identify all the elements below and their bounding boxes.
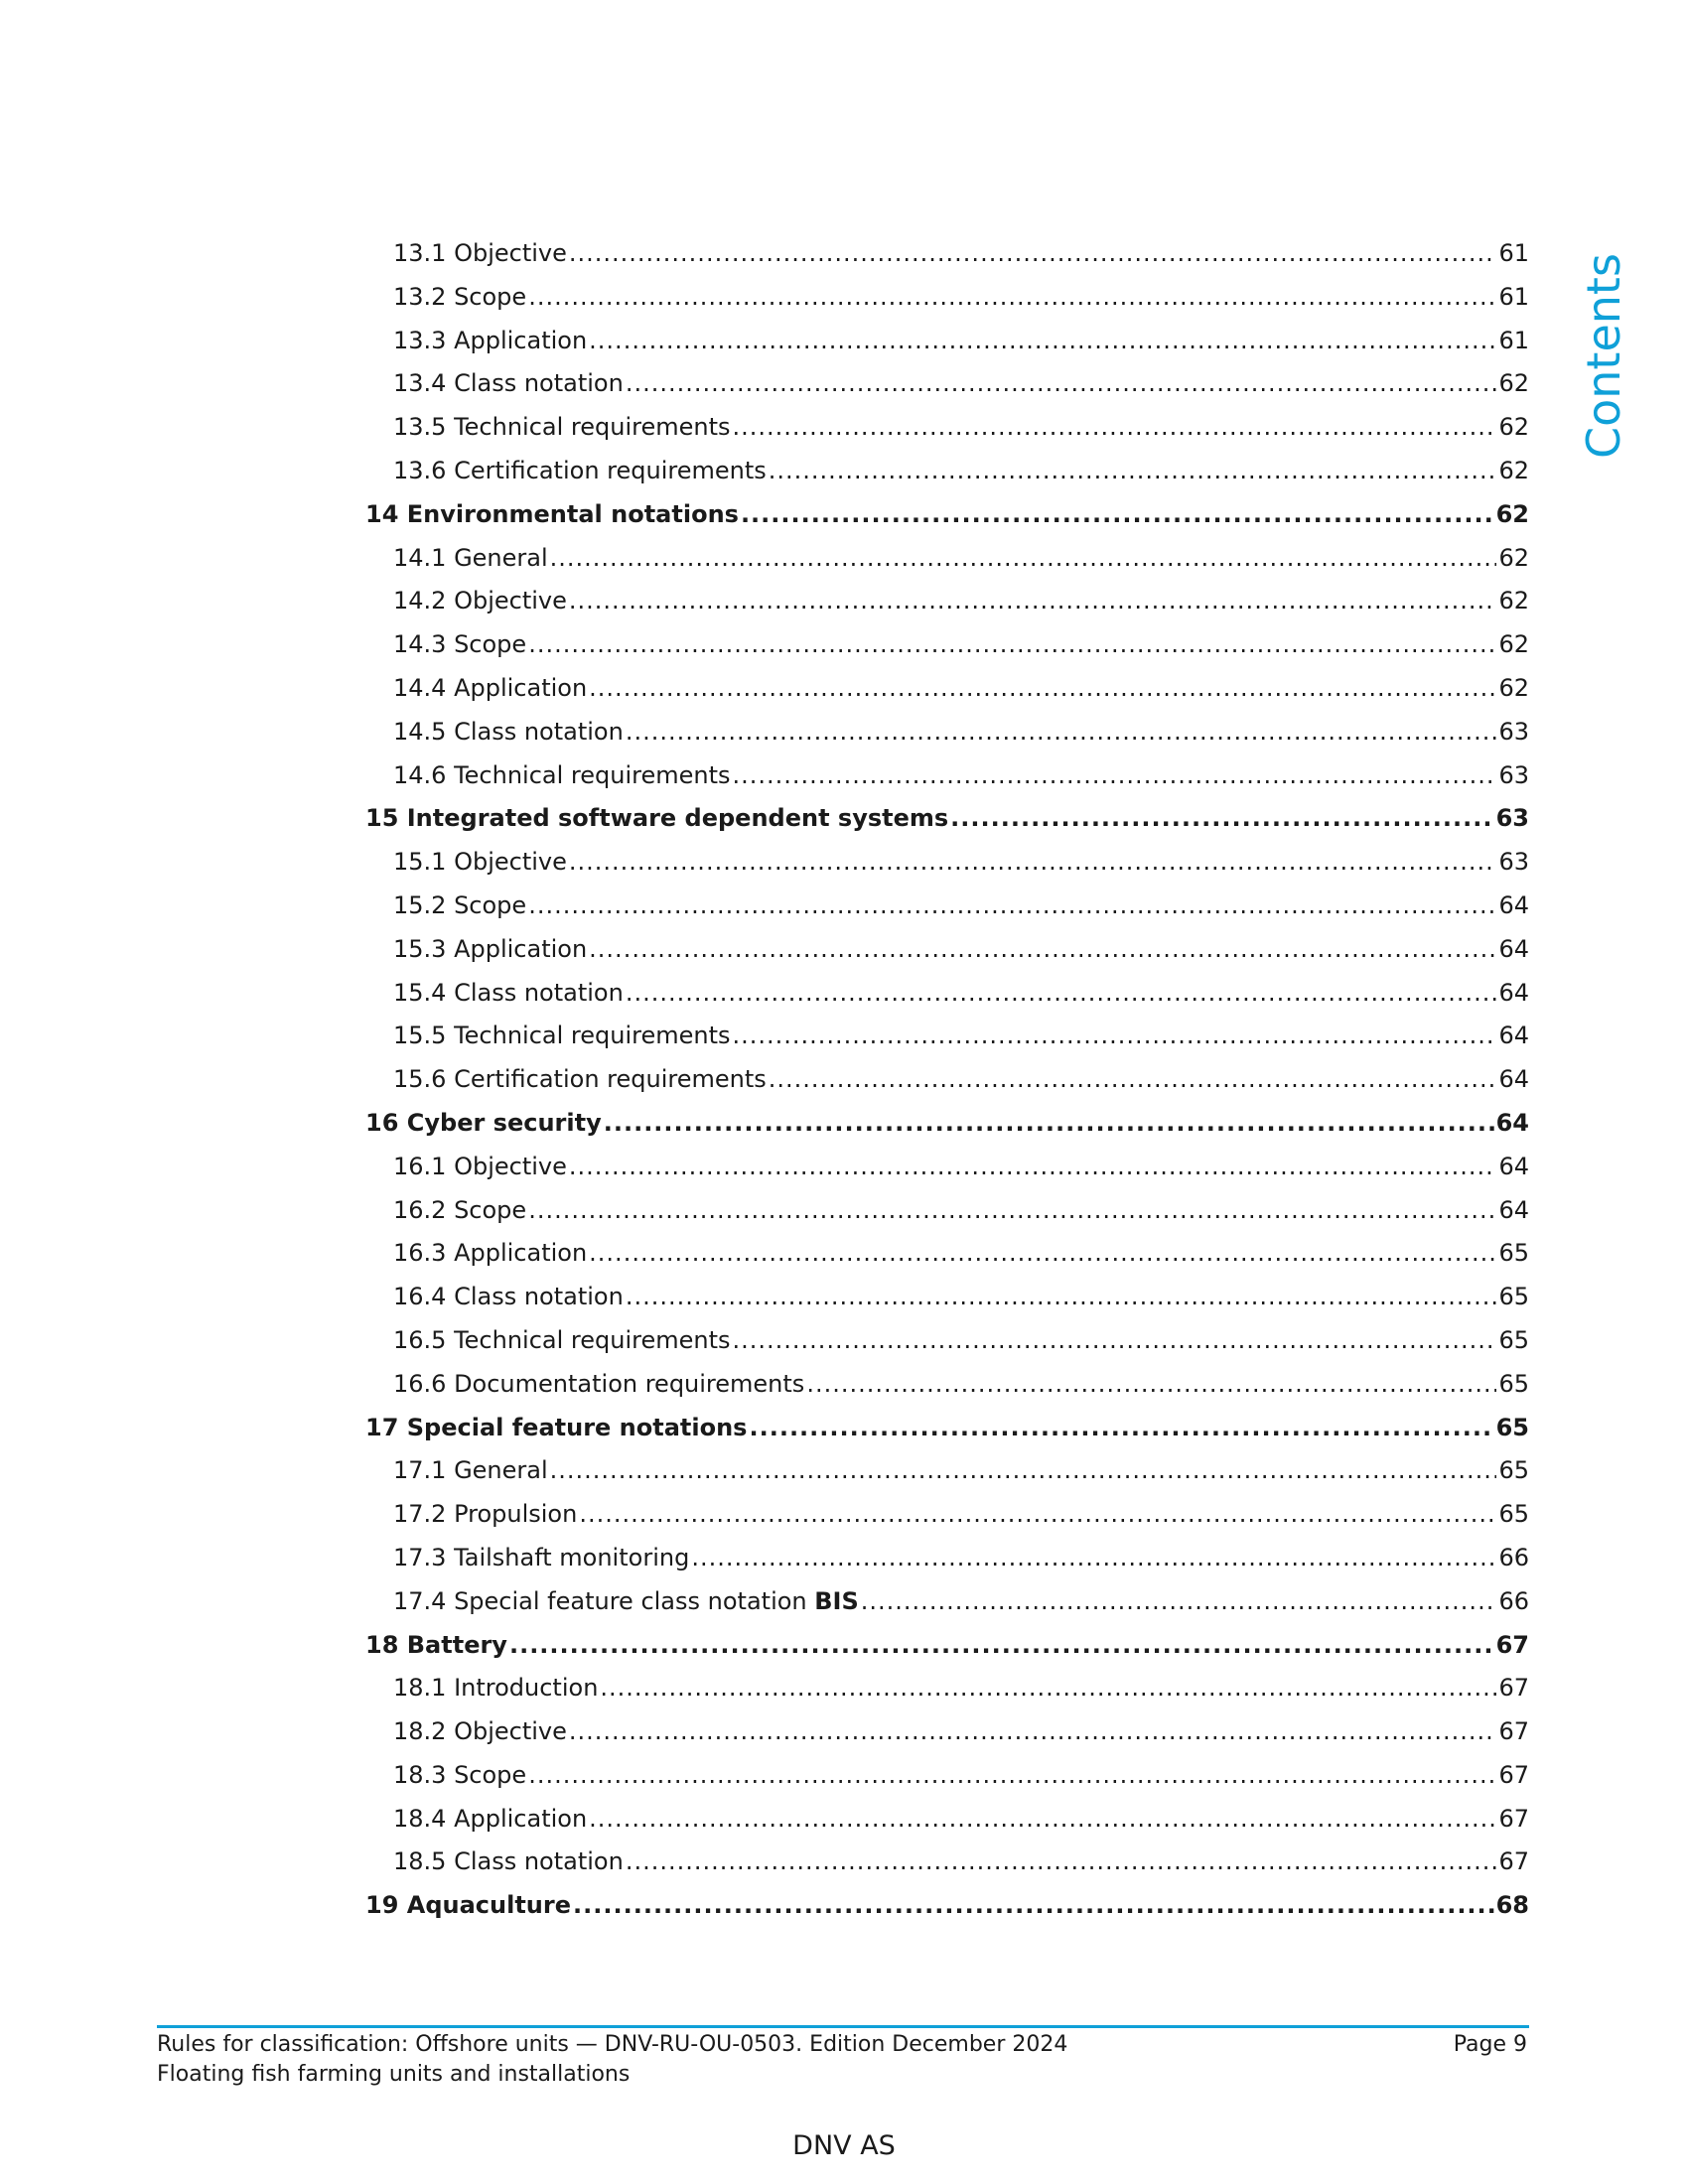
toc-page-number: 65 bbox=[1498, 1500, 1529, 1529]
toc-entry-label bbox=[393, 1370, 804, 1398]
toc-entry-label bbox=[393, 1587, 859, 1615]
toc-entry-label bbox=[393, 369, 624, 397]
toc-entry-title: 13.4 Class notation bbox=[393, 369, 624, 398]
toc-entry-title: 15.5 Technical requirements bbox=[393, 1022, 731, 1050]
toc-subsection-entry[interactable] bbox=[365, 761, 1529, 805]
toc-page-number: 64 bbox=[1495, 1108, 1529, 1137]
toc-page-number: 64 bbox=[1498, 978, 1529, 1007]
toc-entry-label bbox=[393, 1283, 624, 1310]
toc-entry-title: 18.5 Class notation bbox=[393, 1847, 624, 1876]
toc-entry-label bbox=[393, 935, 587, 963]
toc-subsection-entry[interactable] bbox=[365, 283, 1529, 327]
toc-page-number: 64 bbox=[1498, 1195, 1529, 1224]
toc-page-number: 62 bbox=[1498, 456, 1529, 484]
toc-page-number: 67 bbox=[1498, 1804, 1529, 1833]
toc-page-number: 66 bbox=[1498, 1543, 1529, 1571]
toc-entry-label bbox=[393, 630, 526, 658]
toc-page-number: 64 bbox=[1498, 1152, 1529, 1180]
toc-entry-title: 18 Battery bbox=[365, 1630, 507, 1659]
toc-dot-leader bbox=[733, 1326, 1497, 1354]
toc-subsection-entry[interactable] bbox=[365, 1239, 1529, 1283]
toc-dot-leader bbox=[589, 935, 1496, 963]
toc-entry-title: 15 Integrated software dependent systems bbox=[365, 804, 949, 833]
toc-dot-leader bbox=[579, 1500, 1496, 1528]
toc-dot-leader bbox=[861, 1587, 1497, 1615]
toc-page-number: 65 bbox=[1498, 1239, 1529, 1268]
toc-entry-title: 16.1 Objective bbox=[393, 1152, 567, 1180]
toc-entry-label bbox=[365, 1631, 507, 1659]
toc-page-number: 63 bbox=[1498, 760, 1529, 789]
toc-entry-label bbox=[393, 1847, 624, 1875]
toc-page-number: 62 bbox=[1495, 499, 1529, 528]
toc-subsection-entry[interactable] bbox=[365, 1500, 1529, 1544]
toc-entry-label bbox=[393, 1153, 567, 1180]
toc-subsection-entry[interactable] bbox=[365, 630, 1529, 674]
toc-entry-label bbox=[393, 761, 731, 789]
toc-dot-leader bbox=[528, 630, 1496, 658]
toc-page-number: 64 bbox=[1498, 890, 1529, 919]
toc-entry-title: 19 Aquaculture bbox=[365, 1891, 571, 1920]
toc-entry-title: 14 Environmental notations bbox=[365, 499, 739, 528]
toc-entry-title: 18.4 Application bbox=[393, 1804, 588, 1833]
toc-entry-title: 15.4 Class notation bbox=[393, 978, 624, 1007]
toc-entry-label bbox=[393, 1065, 767, 1093]
toc-entry-title: 14.4 Application bbox=[393, 673, 588, 702]
toc-subsection-entry[interactable] bbox=[365, 1761, 1529, 1805]
toc-entry-label bbox=[393, 1196, 526, 1224]
toc-dot-leader bbox=[626, 1283, 1497, 1310]
toc-entry-title: 14.2 Objective bbox=[393, 587, 567, 615]
toc-dot-leader bbox=[528, 283, 1496, 311]
toc-page-number: 68 bbox=[1495, 1891, 1529, 1920]
toc-dot-leader bbox=[741, 500, 1494, 528]
toc-subsection-entry[interactable] bbox=[365, 1370, 1529, 1414]
footer-subtitle: Floating fish farming units and installations bbox=[157, 2062, 631, 2087]
toc-dot-leader bbox=[950, 804, 1493, 832]
footer-divider bbox=[157, 2025, 1529, 2028]
table-of-contents bbox=[365, 239, 1529, 1935]
toc-section-entry[interactable] bbox=[365, 1414, 1529, 1457]
toc-page-number: 61 bbox=[1498, 326, 1529, 354]
toc-page-number: 65 bbox=[1498, 1369, 1529, 1398]
toc-entry-title: 13.3 Application bbox=[393, 326, 588, 354]
toc-entry-title: 18.3 Scope bbox=[393, 1760, 527, 1789]
toc-subsection-entry[interactable] bbox=[365, 369, 1529, 413]
toc-subsection-entry[interactable] bbox=[365, 544, 1529, 588]
toc-entry-label bbox=[393, 848, 567, 876]
toc-entry-label bbox=[393, 587, 567, 614]
toc-page-number: 65 bbox=[1498, 1456, 1529, 1485]
toc-subsection-entry[interactable] bbox=[365, 1326, 1529, 1370]
toc-page-number: 64 bbox=[1498, 1022, 1529, 1050]
toc-page-number: 62 bbox=[1498, 413, 1529, 442]
toc-dot-leader bbox=[589, 327, 1496, 354]
toc-subsection-entry[interactable] bbox=[365, 587, 1529, 630]
toc-page-number: 64 bbox=[1498, 1065, 1529, 1094]
toc-entry-title: 13.1 Objective bbox=[393, 239, 567, 267]
toc-entry-title: 14.6 Technical requirements bbox=[393, 760, 731, 789]
toc-dot-leader bbox=[550, 1456, 1497, 1484]
toc-entry-label bbox=[365, 1109, 602, 1137]
toc-page-number: 67 bbox=[1498, 1760, 1529, 1789]
toc-entry-label bbox=[393, 1674, 598, 1702]
toc-entry-title: 15.3 Application bbox=[393, 934, 588, 963]
toc-dot-leader bbox=[733, 413, 1497, 441]
toc-entry-label bbox=[393, 979, 624, 1007]
page-footer bbox=[157, 2030, 1529, 2090]
toc-subsection-entry[interactable] bbox=[365, 891, 1529, 935]
toc-entry-title: 17.3 Tailshaft monitoring bbox=[393, 1543, 690, 1571]
toc-subsection-entry[interactable] bbox=[365, 1456, 1529, 1500]
toc-entry-label bbox=[393, 1239, 587, 1267]
toc-page-number: 63 bbox=[1495, 804, 1529, 833]
toc-entry-label bbox=[393, 1544, 689, 1571]
toc-page-number: 67 bbox=[1498, 1717, 1529, 1746]
toc-entry-label bbox=[393, 1761, 526, 1789]
toc-dot-leader bbox=[589, 1239, 1496, 1267]
toc-entry-title: 17.2 Propulsion bbox=[393, 1500, 578, 1529]
toc-dot-leader bbox=[626, 718, 1497, 746]
toc-entry-label bbox=[393, 239, 567, 267]
toc-entry-label bbox=[393, 1717, 567, 1745]
toc-dot-leader bbox=[600, 1674, 1496, 1702]
toc-section-entry[interactable] bbox=[365, 1631, 1529, 1675]
toc-subsection-entry[interactable] bbox=[365, 674, 1529, 718]
toc-subsection-entry[interactable] bbox=[365, 1847, 1529, 1891]
toc-subsection-entry[interactable] bbox=[365, 718, 1529, 761]
toc-dot-leader bbox=[769, 457, 1497, 484]
toc-page-number: 65 bbox=[1498, 1325, 1529, 1354]
toc-entry-title: 17 Special feature notations bbox=[365, 1413, 748, 1441]
toc-entry-title: 15.2 Scope bbox=[393, 890, 527, 919]
toc-entry-title: 16.2 Scope bbox=[393, 1195, 527, 1224]
toc-subsection-entry[interactable] bbox=[365, 1544, 1529, 1587]
toc-subsection-entry[interactable] bbox=[365, 1717, 1529, 1761]
toc-entry-label bbox=[393, 1326, 731, 1354]
toc-dot-leader bbox=[604, 1109, 1494, 1137]
toc-dot-leader bbox=[626, 1847, 1497, 1875]
toc-page-number: 67 bbox=[1495, 1630, 1529, 1659]
toc-page-number: 66 bbox=[1498, 1586, 1529, 1615]
toc-entry-title: 13.5 Technical requirements bbox=[393, 413, 731, 442]
toc-entry-title: 14.5 Class notation bbox=[393, 717, 624, 746]
toc-entry-title: 16.5 Technical requirements bbox=[393, 1325, 731, 1354]
toc-subsection-entry[interactable] bbox=[365, 239, 1529, 283]
toc-entry-label bbox=[365, 1891, 571, 1919]
toc-dot-leader bbox=[733, 1022, 1497, 1049]
toc-page-number: 61 bbox=[1498, 282, 1529, 311]
toc-entry-label bbox=[393, 1500, 577, 1528]
toc-page-number: 62 bbox=[1498, 543, 1529, 572]
toc-subsection-entry[interactable] bbox=[365, 1022, 1529, 1065]
toc-dot-leader bbox=[626, 369, 1497, 397]
toc-dot-leader bbox=[569, 587, 1497, 614]
toc-section-entry[interactable] bbox=[365, 1109, 1529, 1153]
toc-entry-label bbox=[393, 544, 548, 572]
toc-entry-label bbox=[365, 1414, 747, 1441]
toc-page-number: 65 bbox=[1498, 1283, 1529, 1311]
toc-dot-leader bbox=[589, 1805, 1496, 1833]
toc-entry-label bbox=[393, 1456, 548, 1484]
toc-entry-title: 18.2 Objective bbox=[393, 1717, 567, 1746]
contents-side-title: Contents bbox=[1577, 253, 1630, 459]
toc-page-number: 63 bbox=[1498, 848, 1529, 877]
toc-dot-leader bbox=[528, 891, 1496, 919]
toc-subsection-entry[interactable] bbox=[365, 1587, 1529, 1631]
toc-page-number: 65 bbox=[1495, 1413, 1529, 1441]
toc-dot-leader bbox=[528, 1196, 1496, 1224]
toc-dot-leader bbox=[769, 1065, 1497, 1093]
toc-subsection-entry[interactable] bbox=[365, 1196, 1529, 1240]
toc-dot-leader bbox=[691, 1544, 1496, 1571]
toc-page-number: 62 bbox=[1498, 369, 1529, 398]
toc-subsection-entry[interactable] bbox=[365, 1065, 1529, 1109]
toc-dot-leader bbox=[569, 848, 1497, 876]
toc-entry-notation: BIS bbox=[814, 1586, 859, 1615]
toc-section-entry[interactable] bbox=[365, 804, 1529, 848]
toc-subsection-entry[interactable] bbox=[365, 413, 1529, 457]
toc-dot-leader bbox=[528, 1761, 1496, 1789]
toc-dot-leader bbox=[589, 674, 1496, 702]
toc-entry-label bbox=[393, 674, 587, 702]
toc-entry-label bbox=[393, 457, 767, 484]
toc-entry-title: 15.1 Objective bbox=[393, 848, 567, 877]
toc-entry-title: 13.2 Scope bbox=[393, 282, 527, 311]
toc-page-number: 63 bbox=[1498, 717, 1529, 746]
toc-subsection-entry[interactable] bbox=[365, 1283, 1529, 1326]
toc-page-number: 62 bbox=[1498, 673, 1529, 702]
toc-dot-leader bbox=[509, 1631, 1494, 1659]
toc-entry-title: 17.4 Special feature class notation bbox=[393, 1586, 815, 1615]
toc-entry-title: 16 Cyber security bbox=[365, 1108, 602, 1137]
toc-entry-title: 16.6 Documentation requirements bbox=[393, 1369, 805, 1398]
toc-page-number: 62 bbox=[1498, 587, 1529, 615]
toc-entry-label bbox=[393, 718, 624, 746]
toc-subsection-entry[interactable] bbox=[365, 1674, 1529, 1717]
toc-dot-leader bbox=[749, 1414, 1493, 1441]
toc-page-number: 62 bbox=[1498, 630, 1529, 659]
toc-page-number: 61 bbox=[1498, 239, 1529, 267]
toc-entry-title: 13.6 Certification requirements bbox=[393, 456, 767, 484]
toc-entry-label bbox=[393, 1805, 587, 1833]
toc-subsection-entry[interactable] bbox=[365, 1805, 1529, 1848]
toc-dot-leader bbox=[569, 239, 1497, 267]
toc-subsection-entry[interactable] bbox=[365, 848, 1529, 891]
toc-entry-label bbox=[393, 413, 731, 441]
toc-dot-leader bbox=[626, 979, 1497, 1007]
toc-entry-title: 18.1 Introduction bbox=[393, 1674, 599, 1703]
toc-dot-leader bbox=[573, 1891, 1494, 1919]
toc-entry-title: 16.3 Application bbox=[393, 1239, 588, 1268]
toc-entry-title: 14.1 General bbox=[393, 543, 548, 572]
toc-subsection-entry[interactable] bbox=[365, 457, 1529, 500]
toc-subsection-entry[interactable] bbox=[365, 327, 1529, 370]
toc-section-entry[interactable] bbox=[365, 1891, 1529, 1935]
toc-dot-leader bbox=[569, 1717, 1497, 1745]
toc-entry-label bbox=[365, 500, 739, 528]
toc-page-number: 64 bbox=[1498, 934, 1529, 963]
toc-entry-label bbox=[393, 327, 587, 354]
toc-page-number: 67 bbox=[1498, 1847, 1529, 1876]
company-name: DNV AS bbox=[792, 2130, 896, 2161]
toc-section-entry[interactable] bbox=[365, 500, 1529, 544]
toc-entry-title: 15.6 Certification requirements bbox=[393, 1065, 767, 1094]
footer-page-number: Page 9 bbox=[1453, 2032, 1527, 2057]
toc-subsection-entry[interactable] bbox=[365, 979, 1529, 1023]
toc-entry-label bbox=[393, 283, 526, 311]
toc-dot-leader bbox=[550, 544, 1497, 572]
toc-subsection-entry[interactable] bbox=[365, 935, 1529, 979]
toc-entry-title: 16.4 Class notation bbox=[393, 1283, 624, 1311]
toc-entry-label bbox=[365, 804, 948, 832]
toc-dot-leader bbox=[569, 1153, 1497, 1180]
toc-entry-title: 14.3 Scope bbox=[393, 630, 527, 659]
toc-page-number: 67 bbox=[1498, 1674, 1529, 1703]
toc-entry-label bbox=[393, 891, 526, 919]
toc-subsection-entry[interactable] bbox=[365, 1153, 1529, 1196]
footer-document-title: Rules for classification: Offshore units — DNV-RU-OU-0503. Edition December 2024 bbox=[157, 2032, 1068, 2057]
toc-entry-label bbox=[393, 1022, 731, 1049]
toc-entry-title: 17.1 General bbox=[393, 1456, 548, 1485]
toc-dot-leader bbox=[733, 761, 1497, 789]
toc-dot-leader bbox=[806, 1370, 1496, 1398]
